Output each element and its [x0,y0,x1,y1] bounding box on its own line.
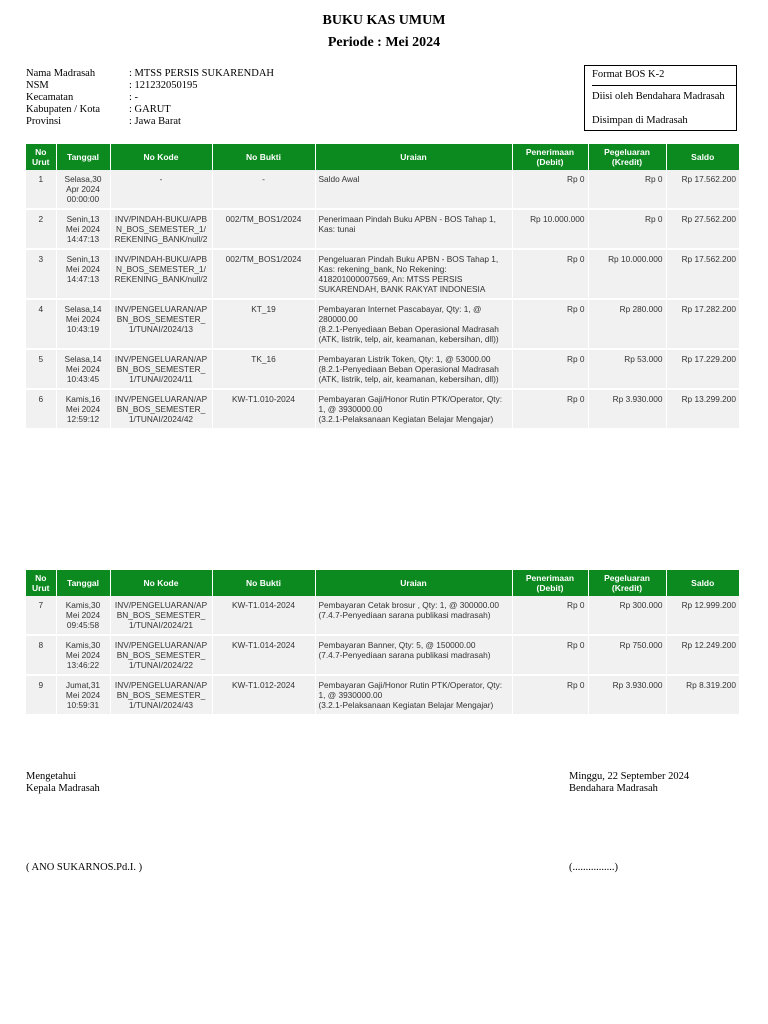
row-tanggal: Selasa,30 Apr 2024 00:00:00 [56,170,110,209]
table-row [26,389,739,429]
row-kode: INV/PENGELUARAN/APBN_BOS_SEMESTER_1/TUNAI/2024/11 [110,349,212,389]
row-no: 8 [26,635,56,675]
col-no-kode: No Kode [110,570,212,596]
col-no-urut: No Urut [26,570,56,596]
info-value: : Jawa Barat [129,116,181,127]
row-tanggal: Selasa,14 Mei 2024 10:43:45 [56,349,110,389]
row-no: 5 [26,349,56,389]
row-uraian: Pembayaran Gaji/Honor Rutin PTK/Operator, Qty: 1, @ 3930000.00 (3.2.1-Pelaksanaan Kegiatan Belajar Mengajar) [315,675,512,715]
info-row [26,92,274,104]
row-no: 9 [26,675,56,715]
table-row [26,675,739,715]
info-label: Provinsi [26,116,62,127]
row-bukti: TK_16 [212,349,315,389]
col-tanggal: Tanggal [56,144,110,170]
row-debit: Rp 0 [512,635,588,675]
row-kode: INV/PINDAH-BUKU/APBN_BOS_SEMESTER_1/REKENING_BANK/null/2 [110,209,212,249]
row-saldo: Rp 8.319.200 [666,675,739,715]
row-kode: INV/PENGELUARAN/APBN_BOS_SEMESTER_1/TUNAI/2024/22 [110,635,212,675]
row-kredit: Rp 0 [588,209,666,249]
signature-right-role: Bendahara Madrasah [569,783,658,794]
info-label: Kabupaten / Kota [26,104,101,115]
table-row [26,170,739,209]
row-kode: INV/PENGELUARAN/APBN_BOS_SEMESTER_1/TUNAI/2024/13 [110,299,212,349]
row-saldo: Rp 13.299.200 [666,389,739,429]
row-no: 7 [26,596,56,635]
row-kredit: Rp 10.000.000 [588,249,666,299]
row-uraian: Pengeluaran Pindah Buku APBN - BOS Tahap 1, Kas: rekening_bank, No Rekening: 418201000007569, An: MTSS PERSIS SUKARENDAH, BANK RAKYAT INDONESIA [315,249,512,299]
col-pengeluaran: Pegeluaran (Kredit) [588,144,666,170]
row-debit: Rp 0 [512,170,588,209]
row-debit: Rp 0 [512,596,588,635]
col-no-kode: No Kode [110,144,212,170]
row-tanggal: Senin,13 Mei 2024 14:47:13 [56,249,110,299]
row-saldo: Rp 27.562.200 [666,209,739,249]
col-pengeluaran: Pegeluaran (Kredit) [588,570,666,596]
row-debit: Rp 0 [512,299,588,349]
row-bukti: KW-T1.012-2024 [212,675,315,715]
row-uraian: Pembayaran Listrik Token, Qty: 1, @ 53000.00 (8.2.1-Penyediaan Beban Operasional Madrasah (ATK, listrik, telp, air, keamanan, kebersihan, dll)) [315,349,512,389]
row-kode: INV/PENGELUARAN/APBN_BOS_SEMESTER_1/TUNAI/2024/43 [110,675,212,715]
format-filled-by: Diisi oleh Bendahara Madrasah [592,91,725,102]
row-no: 2 [26,209,56,249]
info-label: Kecamatan [26,92,74,103]
row-tanggal: Kamis,16 Mei 2024 12:59:12 [56,389,110,429]
table-header-row [26,144,739,170]
row-kredit: Rp 280.000 [588,299,666,349]
row-debit: Rp 0 [512,389,588,429]
info-label: NSM [26,80,49,91]
row-saldo: Rp 17.282.200 [666,299,739,349]
row-no: 3 [26,249,56,299]
row-kredit: Rp 3.930.000 [588,675,666,715]
row-bukti: KW-T1.010-2024 [212,389,315,429]
signature-left [26,771,100,795]
info-label: Nama Madrasah [26,68,96,79]
table-row [26,209,739,249]
col-saldo: Saldo [666,570,739,596]
row-uraian: Penerimaan Pindah Buku APBN - BOS Tahap 1, Kas: tunai [315,209,512,249]
format-divider [592,85,736,86]
format-code: Format BOS K-2 [592,69,665,80]
table-row [26,249,739,299]
row-no: 4 [26,299,56,349]
table-row [26,635,739,675]
row-tanggal: Selasa,14 Mei 2024 10:43:19 [56,299,110,349]
row-kode: INV/PINDAH-BUKU/APBN_BOS_SEMESTER_1/REKENING_BANK/null/2 [110,249,212,299]
row-bukti: KW-T1.014-2024 [212,596,315,635]
info-value: : GARUT [129,104,171,115]
col-uraian: Uraian [315,144,512,170]
col-saldo: Saldo [666,144,739,170]
row-uraian: Pembayaran Cetak brosur , Qty: 1, @ 300000.00 (7.4.7-Penyediaan sarana publikasi madrasah) [315,596,512,635]
headmaster-name: ( ANO SUKARNOS.Pd.I. ) [26,862,143,873]
row-uraian: Pembayaran Banner, Qty: 5, @ 150000.00 (7.4.7-Penyediaan sarana publikasi madrasah) [315,635,512,675]
row-debit: Rp 0 [512,249,588,299]
signature-left-role: Kepala Madrasah [26,783,100,794]
row-kredit: Rp 300.000 [588,596,666,635]
col-no-bukti: No Bukti [212,570,315,596]
treasurer-name: (................) [569,862,618,873]
col-tanggal: Tanggal [56,570,110,596]
col-no-bukti: No Bukti [212,144,315,170]
info-row [26,104,274,116]
signature-date: Minggu, 22 September 2024 [569,771,690,782]
document-title: BUKU KAS UMUM [322,13,446,28]
row-bukti: 002/TM_BOS1/2024 [212,249,315,299]
format-stored-at: Disimpan di Madrasah [592,115,688,126]
signature-left-caption: Mengetahui [26,771,77,782]
row-tanggal: Kamis,30 Mei 2024 09:45:58 [56,596,110,635]
table-row [26,349,739,389]
cash-table-page2 [26,570,739,716]
row-kredit: Rp 53.000 [588,349,666,389]
row-debit: Rp 10.000.000 [512,209,588,249]
row-bukti: KW-T1.014-2024 [212,635,315,675]
row-debit: Rp 0 [512,675,588,715]
document-period: Periode : Mei 2024 [327,35,441,50]
row-kredit: Rp 3.930.000 [588,389,666,429]
row-tanggal: Jumat,31 Mei 2024 10:59:31 [56,675,110,715]
row-kode: INV/PENGELUARAN/APBN_BOS_SEMESTER_1/TUNAI/2024/21 [110,596,212,635]
row-tanggal: Kamis,30 Mei 2024 13:46:22 [56,635,110,675]
row-uraian: Pembayaran Gaji/Honor Rutin PTK/Operator, Qty: 1, @ 3930000.00 (3.2.1-Pelaksanaan Kegiatan Belajar Mengajar) [315,389,512,429]
row-saldo: Rp 17.562.200 [666,170,739,209]
row-kode: - [110,170,212,209]
row-kredit: Rp 750.000 [588,635,666,675]
signature-right [569,771,689,795]
info-value: : 121232050195 [129,80,198,91]
row-kredit: Rp 0 [588,170,666,209]
table-header-row [26,570,739,596]
info-row [26,116,274,128]
col-penerimaan: Penerimaan (Debit) [512,570,588,596]
row-saldo: Rp 12.999.200 [666,596,739,635]
col-uraian: Uraian [315,570,512,596]
table-row [26,299,739,349]
row-tanggal: Senin,13 Mei 2024 14:47:13 [56,209,110,249]
format-box [584,65,737,131]
cash-table-page1 [26,144,739,430]
row-kode: INV/PENGELUARAN/APBN_BOS_SEMESTER_1/TUNAI/2024/42 [110,389,212,429]
row-debit: Rp 0 [512,349,588,389]
row-bukti: KT_19 [212,299,315,349]
madrasah-info [26,68,274,128]
row-bukti: - [212,170,315,209]
row-saldo: Rp 17.562.200 [666,249,739,299]
row-saldo: Rp 17.229.200 [666,349,739,389]
row-uraian: Saldo Awal [315,170,512,209]
row-no: 6 [26,389,56,429]
row-no: 1 [26,170,56,209]
info-row [26,80,274,92]
col-penerimaan: Penerimaan (Debit) [512,144,588,170]
info-value: : MTSS PERSIS SUKARENDAH [129,68,274,79]
info-row [26,68,274,80]
row-saldo: Rp 12.249.200 [666,635,739,675]
table-row [26,596,739,635]
row-bukti: 002/TM_BOS1/2024 [212,209,315,249]
info-value: : - [129,92,139,103]
row-uraian: Pembayaran Internet Pascabayar, Qty: 1, @ 280000.00 (8.2.1-Penyediaan Beban Operasional Madrasah (ATK, listrik, telp, air, keamanan, kebersihan, dll)) [315,299,512,349]
col-no-urut: No Urut [26,144,56,170]
